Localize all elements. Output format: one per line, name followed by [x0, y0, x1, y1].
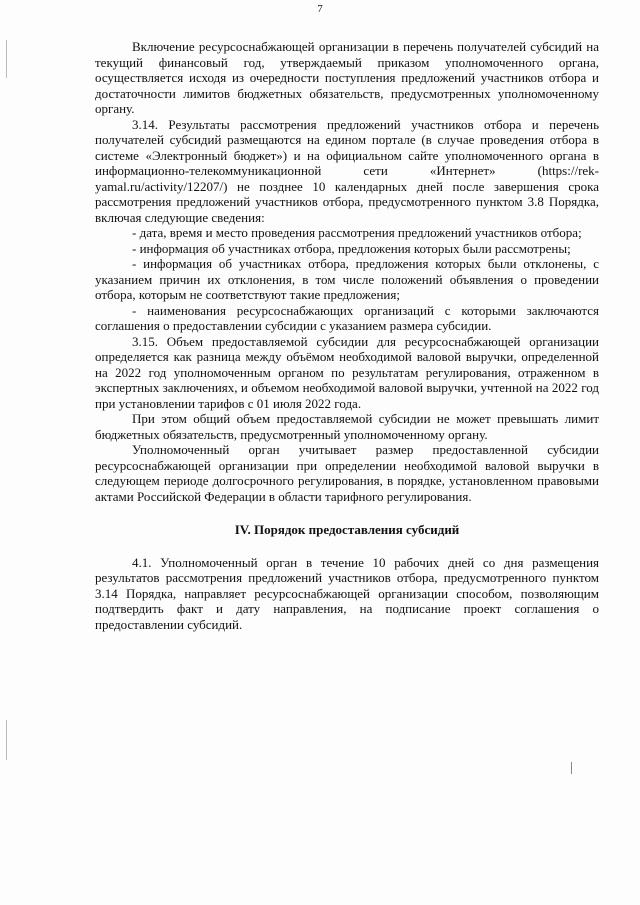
list-item-considered-participants: - информация об участниках отбора, предложения которых были рассмотрены;	[132, 240, 571, 256]
document-body	[95, 39, 599, 632]
paragraph-4-1: 4.1. Уполномоченный орган в течение 10 рабочих дней со дня размещения результатов рассмотрения предложений участников отбора, предусмотренного пунктом 3.14 Порядка, направляет ресурсоснабжающей организации способом, позволяющим подтвердить факт и дату направления, на подписание проект соглашения о предоставлении субсидий.	[95, 554, 599, 632]
list-item-organization-names: - наименования ресурсоснабжающих организаций с которыми заключаются соглашения о предоставлении субсидии с указанием размера субсидии.	[95, 302, 599, 333]
paragraph-3-15: 3.15. Объем предоставляемой субсидии для ресурсоснабжающей организации определяется как разница между объёмом необходимой валовой выручки, определенной на 2022 год уполномоченным органом по результатам регулирования, отраженном в экспертных заключениях, и объемом необходимой валовой выручки, учтенной на 2022 год при установлении тарифов с 01 июля 2022 года.	[95, 333, 599, 411]
list-item-rejected-participants: - информация об участниках отбора, предложения которых были отклонены, с указанием причин их отклонения, в том числе положений объявления о проведении отбора, которым не соответствуют такие предложения;	[95, 256, 599, 302]
paragraph-group-bottom	[95, 555, 599, 633]
paragraph-group-top	[95, 39, 599, 504]
paragraph-budget-limit: При этом общий объем предоставляемой субсидии не может превышать лимит бюджетных обязательств, предусмотренный уполномоченному органу.	[95, 411, 599, 442]
scan-mark-left-top	[6, 40, 7, 78]
paragraph-3-14: 3.14. Результаты рассмотрения предложений участников отбора и перечень получателей субсидий размещаются на едином портале (в случае проведения отбора в системе «Электронный бюджет») и на официальном сайте уполномоченного органа в информационно-телекоммуникационной сети «Интернет» (https://rek-yamal.ru/activity/12207/) не позднее 10 календарных дней после завершения срока рассмотрения предложений участников отбора, предусмотренного пунктом 3.8 Порядка, включая следующие сведения:	[95, 116, 599, 225]
list-item-date-time-place: - дата, время и место проведения рассмотрения предложений участников отбора;	[132, 225, 582, 240]
scan-mark-right	[571, 762, 572, 774]
paragraph-subsidy-accounting: Уполномоченный орган учитывает размер предоставленной субсидии ресурсоснабжающей организации при определении необходимой валовой выручки в следующем периоде долгосрочного регулирования, в порядке, установленном правовыми актами Российской Федерации в области тарифного регулирования.	[95, 442, 599, 504]
paragraph-inclusion-order: Включение ресурсоснабжающей организации в перечень получателей субсидий на текущий финансовый год, утверждаемый приказом уполномоченного органа, осуществляется исходя из очередности поступления предложений участников отбора и достаточности лимитов бюджетных обязательств, предусмотренных уполномоченному органу.	[95, 39, 599, 116]
section-heading: IV. Порядок предоставления субсидий	[234, 522, 460, 537]
page-number: 7	[317, 3, 323, 15]
scan-mark-left-bottom	[6, 720, 7, 760]
